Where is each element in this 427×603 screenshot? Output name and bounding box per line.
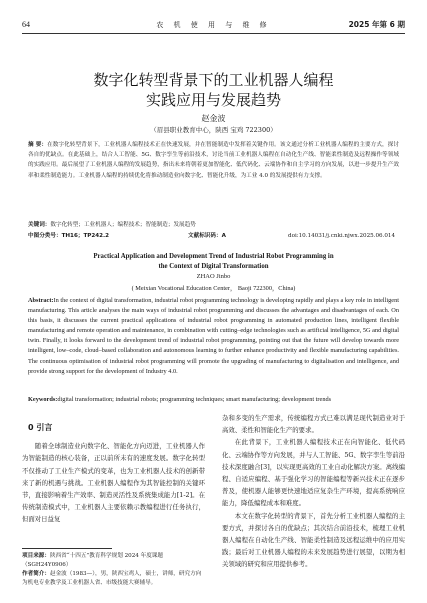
keywords-en-label: Keywords:	[28, 396, 58, 403]
title-line-1: 数字化转型背景下的工业机器人编程	[93, 71, 334, 89]
abstract-cn	[28, 140, 399, 181]
keywords-en	[28, 395, 399, 405]
footnote-bio-label: 作者简介：	[22, 571, 50, 577]
keywords-en-text: digital transformation; industrial robots; programming techniques; smart manufacturing; development trends	[57, 396, 332, 403]
footnote-project-text: 陕西省“十四五”教育科学规划 2024 年度课题（SGH24Y0906）	[22, 553, 163, 568]
intro-paragraph-2: 在此背景下，工业机器人编程技术正在向智能化、低代码化、云端协作等方向发展，并与人工智能、5G、数字孪生等前沿技术深度融合[3]，以实现更高效的工业自动化解决方案。离线编程、自适应编程、基于强化学习的智能编程等新兴技术正在逐步普及，使机器人能够更快速地适应复杂生产环境，提高系统响应能力，降低编程成本和难度。	[222, 438, 405, 508]
keywords-cn	[28, 220, 399, 230]
keywords-cn-label: 关键词：	[28, 222, 51, 228]
footnote-divider	[22, 548, 112, 549]
body-column-left	[22, 418, 205, 526]
paper-title	[20, 70, 407, 110]
body-column-right	[222, 412, 405, 571]
clc-number: 中图分类号：TH16；TP242.2	[28, 233, 110, 239]
abstract-en-text: In the context of digital transformation, industrial robot programming technology is developing rapidly and plays a key role in intelligent manufacturing. This article analyses the main ways of industrial robot programming and discusses the advantages and disadvantages of each. On this basis, it discusses the current practical applications of industrial robot programming in automated production lines, intelligent flexible manufacturing and remote operation and maintenance, in combination with cutting–edge technologies such as artificial intelligence, 5G and digital twin. Finally, it looks forward to the development trend of industrial robot programming, pointing out that the future will develop towards more intelligent, low–code, cloud–based collaboration and autonomous learning to further enhance productivity and flexible manufacturing capabilities. The continuous optimisation of industrial robot programming will promote the upgrading of manufacturing to digitalisation and intelligence, and provide strong support for the development of Industry 4.0.	[28, 297, 399, 375]
abstract-cn-label: 摘 要：	[28, 142, 48, 148]
abstract-en-label: Abstract:	[28, 297, 54, 304]
section-heading-intro: 0 引言	[28, 423, 53, 432]
issue-label: 2025 年第 6 期	[348, 20, 405, 29]
intro-paragraph-3: 本文在数字化转型的背景下，首先分析工业机器人编程的主要方式，并探讨各自的优缺点；其次结合前沿技术，梳理工业机器人编程在自动化生产线、智能柔性制造及远程运维中的应用实践；最后对工业机器人编程的未来发展趋势进行展望，以期为相关领域的研究和应用提供参考。	[222, 511, 405, 569]
english-author: ZHAO Jinbo	[196, 273, 231, 280]
footnote-project	[22, 552, 205, 570]
footnote-bio	[22, 570, 205, 588]
doi-link[interactable]: doi:10.14031/j.cnki.njwx.2025.06.014	[288, 233, 396, 239]
footnote	[22, 552, 205, 588]
intro-paragraph-1-continued: 杂和多变的生产需求，传统编程方式已难以满足现代制造业对于高效、柔性和智能化生产的要求。	[222, 414, 405, 435]
english-title-line-1: Practical Application and Development Trend of Industrial Robot Programming in	[93, 253, 334, 260]
author-name: 赵金波	[201, 114, 226, 123]
footnote-bio-text: 赵金波（1983—），男，陕西宝鸡人，硕士，讲师，研究方向为机电专业教学及工业机器人省、市级技能大赛辅导。	[22, 571, 202, 586]
intro-paragraph-1: 随着全球制造业向数字化、智能化方向迈进，工业机器人作为智能制造的核心装备，正以前所未有的速度发展。数字化转型不仅推动了工业生产模式的变革，也为工业机器人技术的创新带来了新的机遇与挑战。工业机器人编程作为其智能控制的关键环节，直接影响着生产效率、制造灵活性及系统集成能力[1-2]。在传统制造模式中，工业机器人主要依赖示教编程进行任务执行，但面对日益复	[22, 442, 205, 524]
title-line-2: 实践应用与发展趋势	[145, 91, 281, 109]
abstract-en	[28, 296, 399, 377]
keywords-cn-text: 数字化转型；工业机器人；编程技术；智能制造；发展趋势	[50, 222, 196, 228]
journal-name: 农 机 使 用 与 维 修	[156, 21, 271, 29]
footnote-project-label: 项目来源：	[22, 553, 50, 559]
document-code: 文献标识码：A	[188, 233, 226, 239]
abstract-cn-text: 在数字化转型背景下，工业机器人编程技术正在快速发展，并在智能制造中发挥着关键作用。该文通过分析工业机器人编程的主要方式，探讨各自的优缺点。在此基础上，结合人工智能、5G、数字孪生等前沿技术，讨论当前工业机器人编程在自动化生产线、智能柔性制造及远程操作等领域的实践应用。最后展望了工业机器人编程的发展趋势，指出未来将朝着更加智能化、低代码化、云端协作和自主学习的方向发展，以进一步提升生产效率和柔性制造能力。工业机器人编程的持续优化将推动制造业向数字化、智能化升级，为工业 4.0 的发展提供有力支撑。	[28, 142, 399, 179]
english-title	[28, 252, 399, 272]
english-affiliation: ( Meixian Vocational Education Center， Baoji 722300，China)	[131, 285, 296, 292]
classification-row	[28, 231, 399, 241]
author-affiliation: （眉县职业教育中心，陕西 宝鸡 722300）	[150, 126, 277, 134]
page-number: 64	[22, 20, 30, 29]
english-title-line-2: the Context of Digital Transformation	[158, 263, 269, 270]
running-header	[22, 18, 405, 32]
header-divider	[22, 33, 405, 34]
